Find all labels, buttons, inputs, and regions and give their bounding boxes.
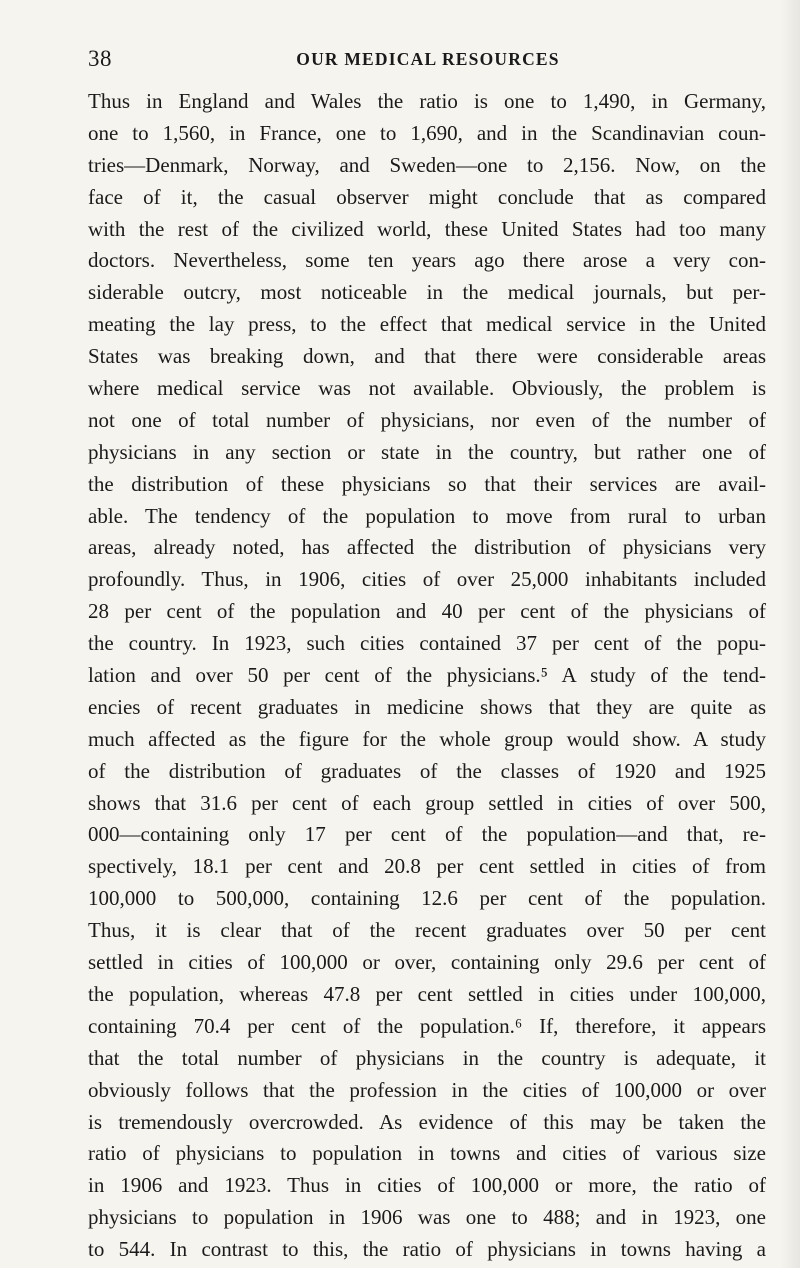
text-line: one to 1,560, in France, one to 1,690, and in the Scandinavian coun- xyxy=(88,120,766,145)
text-line: face of it, the casual observer might conclude that as compared xyxy=(88,184,766,209)
text-line: obviously follows that the profession in the cities of 100,000 or over xyxy=(88,1077,766,1102)
text-line: profoundly. Thus, in 1906, cities of over 25,000 inhabitants included xyxy=(88,567,766,592)
body-paragraph xyxy=(88,86,766,1266)
page-edge-shadow xyxy=(780,0,800,1268)
text-line: where medical service was not available. Obviously, the problem is xyxy=(88,376,766,401)
text-line: with the rest of the civilized world, these United States had too many xyxy=(88,216,766,241)
text-line: shows that 31.6 per cent of each group settled in cities of over 500, xyxy=(88,790,766,815)
text-line: 28 per cent of the population and 40 per cent of the physicians of xyxy=(88,599,766,624)
text-line: of the distribution of graduates of the classes of 1920 and 1925 xyxy=(88,758,766,783)
text-line: able. The tendency of the population to move from rural to urban xyxy=(88,503,766,528)
text-line: ratio of physicians to population in towns and cities of various size xyxy=(88,1141,766,1166)
text-line: the country. In 1923, such cities contained 37 per cent of the popu- xyxy=(88,631,766,656)
text-line: physicians to population in 1906 was one to 488; and in 1923, one xyxy=(88,1205,766,1230)
text-line: siderable outcry, most noticeable in the medical journals, but per- xyxy=(88,280,766,305)
text-line: the distribution of these physicians so that their services are avail- xyxy=(88,471,766,496)
running-title: OUR MEDICAL RESOURCES xyxy=(296,49,560,69)
text-line: areas, already noted, has affected the distribution of physicians very xyxy=(88,535,766,560)
text-line: Thus in England and Wales the ratio is one to 1,490, in Germany, xyxy=(88,89,766,113)
text-line: much affected as the figure for the whole group would show. A study xyxy=(88,726,766,751)
text-line: 100,000 to 500,000, containing 12.6 per cent of the population. xyxy=(88,886,766,911)
text-line: doctors. Nevertheless, some ten years ago there arose a very con- xyxy=(88,248,766,273)
text-line: lation and over 50 per cent of the physicians.⁵ A study of the tend- xyxy=(88,663,766,688)
text-line: in 1906 and 1923. Thus in cities of 100,000 or more, the ratio of xyxy=(88,1173,766,1198)
text-line: settled in cities of 100,000 or over, containing only 29.6 per cent of xyxy=(88,950,766,975)
text-line: to 544. In contrast to this, the ratio of physicians in towns having a xyxy=(88,1237,766,1262)
text-line: meating the lay press, to the effect that medical service in the United xyxy=(88,312,766,337)
text-line: the population, whereas 47.8 per cent settled in cities under 100,000, xyxy=(88,981,766,1006)
running-head xyxy=(88,46,768,78)
text-line: is tremendously overcrowded. As evidence of this may be taken the xyxy=(88,1109,766,1134)
text-line: encies of recent graduates in medicine shows that they are quite as xyxy=(88,694,766,719)
page-number: 38 xyxy=(88,46,112,71)
text-line: physicians in any section or state in the country, but rather one of xyxy=(88,439,766,464)
text-line: 000—containing only 17 per cent of the population—and that, re- xyxy=(88,822,766,847)
text-line: spectively, 18.1 per cent and 20.8 per cent settled in cities of from xyxy=(88,854,766,879)
text-line: not one of total number of physicians, nor even of the number of xyxy=(88,407,766,432)
text-line: containing 70.4 per cent of the population.⁶ If, therefore, it appears xyxy=(88,1013,766,1038)
text-line: States was breaking down, and that there were considerable areas xyxy=(88,344,766,369)
text-line: tries—Denmark, Norway, and Sweden—one to 2,156. Now, on the xyxy=(88,152,766,177)
text-line: Thus, it is clear that of the recent graduates over 50 per cent xyxy=(88,918,766,943)
text-line: that the total number of physicians in the country is adequate, it xyxy=(88,1045,766,1070)
